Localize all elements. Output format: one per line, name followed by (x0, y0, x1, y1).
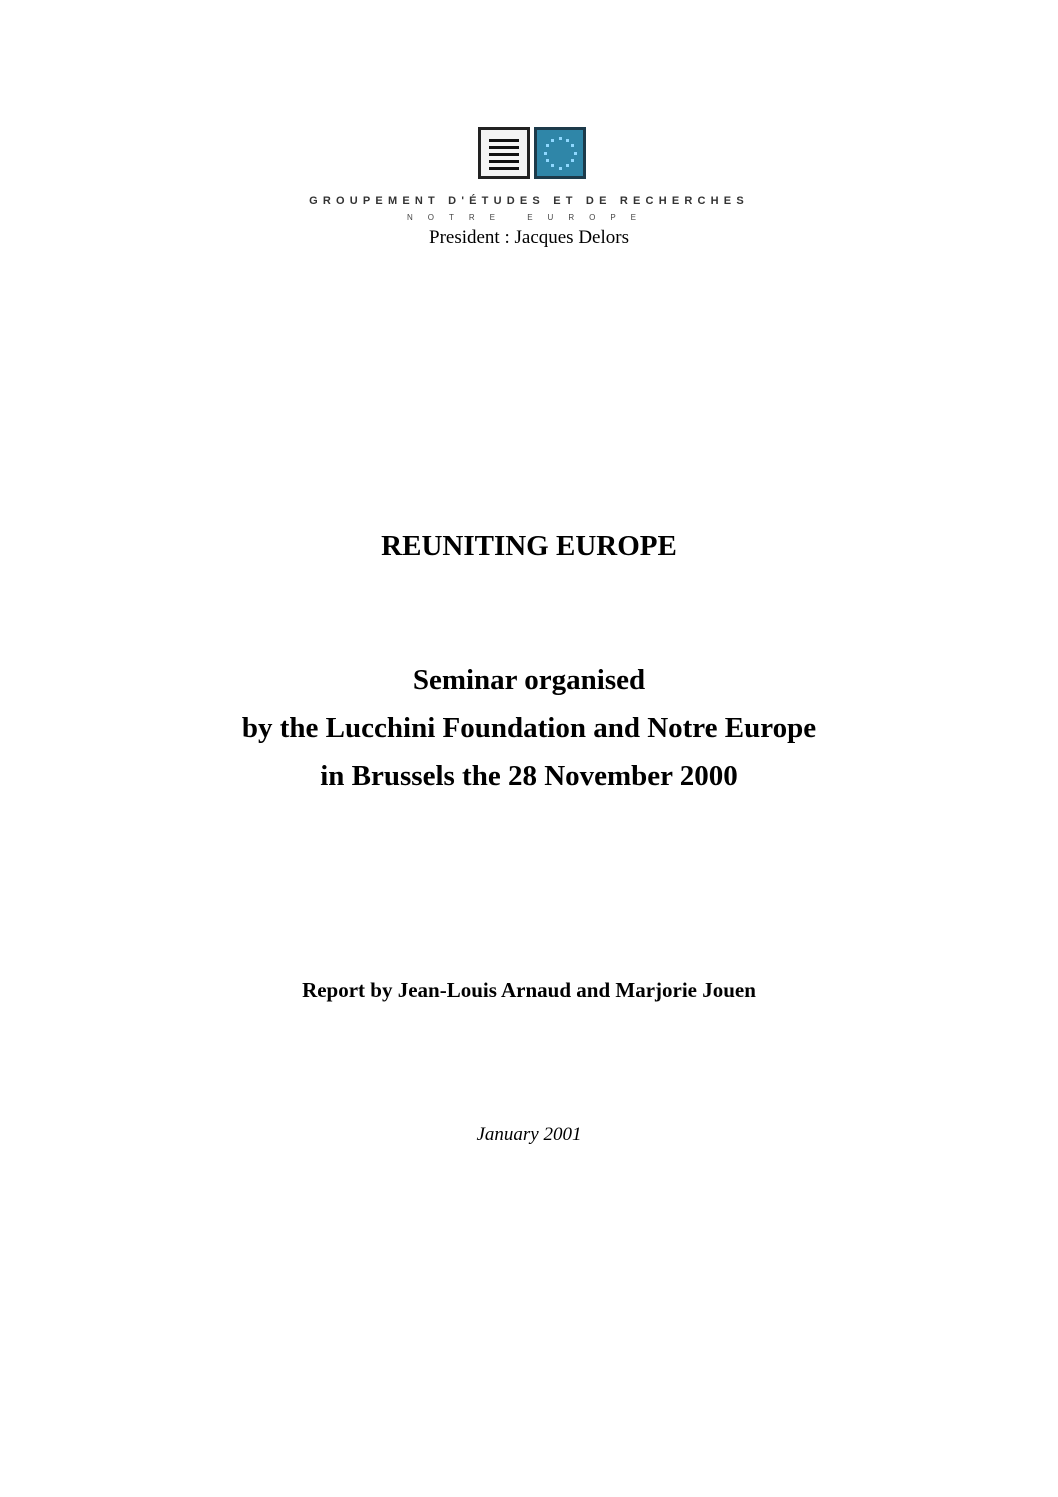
subtitle-line: in Brussels the 28 November 2000 (320, 760, 738, 792)
document-logo-icon (478, 127, 530, 179)
publication-date: January 2001 (476, 1124, 582, 1145)
star-icon (571, 144, 574, 147)
star-icon (566, 164, 569, 167)
president-line: President : Jacques Delors (429, 227, 629, 248)
star-icon (544, 152, 547, 155)
subtitle-line: Seminar organised (412, 664, 646, 696)
star-icon (551, 164, 554, 167)
star-icon (571, 159, 574, 162)
report-authors: Report by Jean-Louis Arnaud and Marjorie Jouen (302, 978, 756, 1002)
star-icon (559, 137, 562, 140)
star-icon (551, 139, 554, 142)
org-name: NOTRE EUROPE (406, 213, 651, 222)
star-icon (566, 139, 569, 142)
subtitle-line: by the Lucchini Foundation and Notre Europe (241, 712, 817, 744)
eu-stars-logo-icon (534, 127, 586, 179)
star-icon (546, 159, 549, 162)
group-name: GROUPEMENT D'ÉTUDES ET DE RECHERCHES (309, 195, 749, 207)
star-icon (546, 144, 549, 147)
star-icon (559, 167, 562, 170)
document-title: REUNITING EUROPE (381, 530, 677, 562)
star-icon (574, 152, 577, 155)
